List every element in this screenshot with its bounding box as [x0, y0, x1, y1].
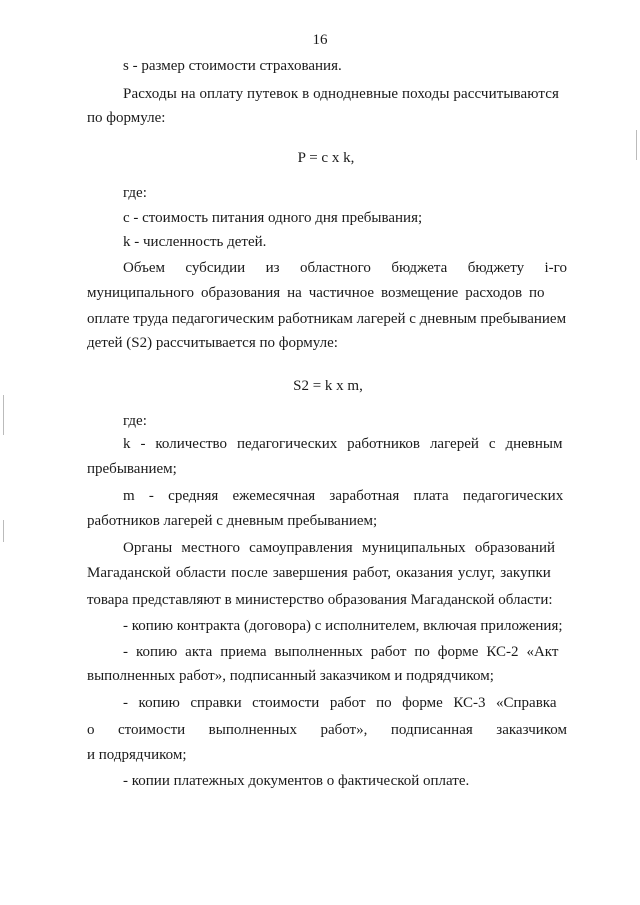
word: субсидии — [185, 260, 246, 276]
scan-artifact — [3, 395, 4, 435]
paragraph-authorities-line-2: Магаданской области после завершения работ, оказания услуг, закупки — [87, 565, 551, 581]
word: о — [87, 722, 95, 738]
s-definition: s - размер стоимости страхования. — [123, 58, 342, 74]
word: работ», — [320, 722, 368, 738]
bullet-certificate-line-1: - копию справки стоимости работ по форме КС-3 «Справка — [123, 695, 557, 711]
page-number: 16 — [312, 32, 328, 48]
paragraph-authorities-line-3: товара представляют в министерство образования Магаданской области: — [87, 592, 553, 608]
k-definition: k - численность детей. — [123, 234, 267, 250]
paragraph-trip-costs-line-1: Расходы на оплату путевок в однодневные походы рассчитываются — [123, 86, 559, 102]
word: областного — [299, 260, 371, 276]
word: i-го — [544, 260, 567, 276]
word: выполненных — [208, 722, 297, 738]
word: Объем — [123, 260, 165, 276]
formula-p: P = c x k, — [297, 150, 355, 166]
word: бюджета — [391, 260, 448, 276]
bullet-act-line-2: выполненных работ», подписанный заказчиком и подрядчиком; — [87, 668, 494, 684]
m-definition-line-1: m - средняя ежемесячная заработная плата педагогических — [123, 488, 564, 504]
bullet-contract: - копию контракта (договора) с исполнителем, включая приложения; — [123, 618, 563, 634]
paragraph-authorities-line-1: Органы местного самоуправления муниципальных образований — [123, 540, 556, 556]
word: из — [265, 260, 280, 276]
bullet-certificate-line-3: и подрядчиком; — [87, 747, 187, 763]
where-label-2: где: — [123, 413, 147, 429]
k2-definition-line-1: k - количество педагогических работников лагерей с дневным — [123, 436, 563, 452]
word: стоимости — [118, 722, 186, 738]
where-label-1: где: — [123, 185, 147, 201]
word: заказчиком — [496, 722, 567, 738]
word: бюджету — [467, 260, 525, 276]
paragraph-trip-costs-line-2: по формуле: — [87, 110, 166, 126]
m-definition-line-2: работников лагерей с дневным пребыванием; — [87, 513, 378, 529]
scan-artifact — [636, 130, 637, 160]
c-definition: с - стоимость питания одного дня пребывания; — [123, 210, 423, 226]
paragraph-subsidy-line-4: детей (S2) рассчитывается по формуле: — [87, 335, 338, 351]
paragraph-subsidy-line-2: муниципального образования на частичное возмещение расходов по — [87, 285, 545, 301]
formula-s2: S2 = k x m, — [293, 378, 363, 394]
bullet-certificate-line-2 — [87, 721, 567, 739]
word: подписанная — [390, 722, 473, 738]
paragraph-subsidy-line-1 — [123, 259, 567, 277]
bullet-act-line-1: - копию акта приема выполненных работ по форме КС-2 «Акт — [123, 644, 559, 660]
bullet-payment-docs: - копии платежных документов о фактической оплате. — [123, 773, 470, 789]
scan-artifact — [3, 520, 4, 542]
paragraph-subsidy-line-3: оплате труда педагогическим работникам лагерей с дневным пребыванием — [87, 311, 567, 327]
k2-definition-line-2: пребыванием; — [87, 461, 177, 477]
